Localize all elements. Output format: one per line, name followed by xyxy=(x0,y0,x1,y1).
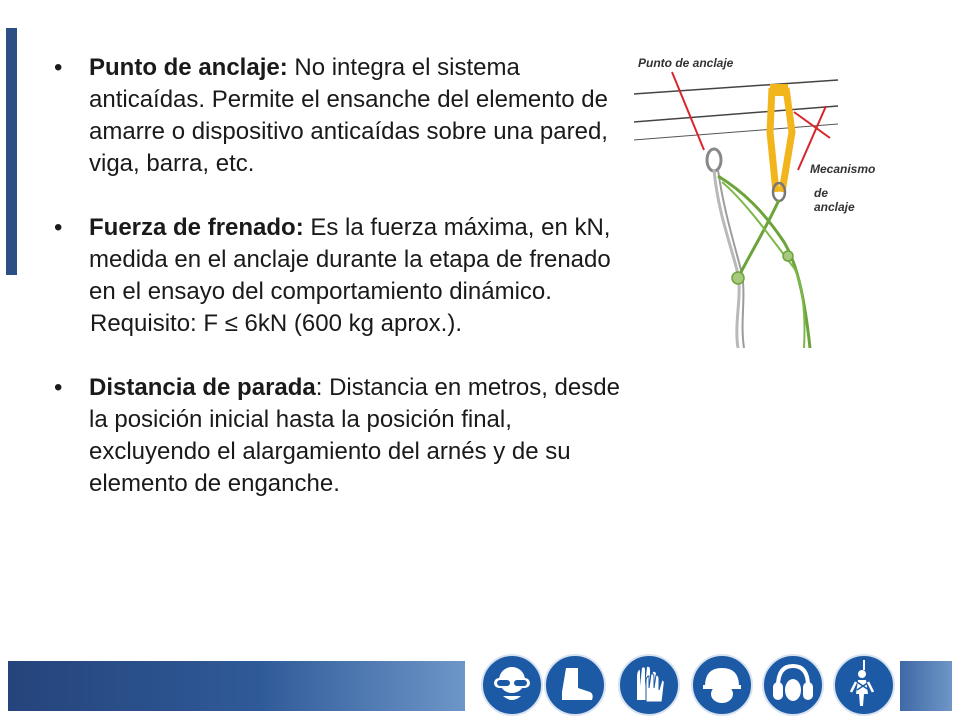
definition-stopping-distance: : Distancia en metros, desde la posición inicial hasta la posición final, excluyendo el alargamiento del arnés y de su elemento de enganche. xyxy=(89,374,620,497)
bullet-braking-force xyxy=(52,212,622,308)
bullet-symbol: • xyxy=(54,214,63,241)
anchor-illustration xyxy=(634,42,876,352)
harness-icon xyxy=(833,654,895,716)
gloves-icon xyxy=(618,654,680,716)
goggles-icon xyxy=(481,654,543,716)
bullet-anchor-point xyxy=(52,52,622,180)
label-mechanism-line2: de anclaje xyxy=(814,186,855,214)
bullet-stopping-distance xyxy=(52,372,622,500)
left-accent-bar xyxy=(6,28,17,275)
slide-content xyxy=(52,52,622,500)
label-anchor-point: Punto de anclaje xyxy=(638,56,734,70)
label-mechanism-line1: Mecanismo xyxy=(810,162,876,176)
definition-anchor-point: No integra el sistema anticaídas. Permite el ensanche del elemento de amarre o dispositivo anticaídas sobre una pared, viga, barra, etc. xyxy=(89,54,608,177)
boot-icon xyxy=(544,654,606,716)
ear-protection-icon xyxy=(762,654,824,716)
bullet-symbol: • xyxy=(54,54,63,81)
bullet-symbol: • xyxy=(54,374,63,401)
requirement-text: Requisito: F ≤ 6kN (600 kg aprox.). xyxy=(90,310,462,337)
safety-icons-row xyxy=(0,654,960,718)
term-anchor-point: Punto de anclaje: xyxy=(89,54,288,81)
term-braking-force: Fuerza de frenado: xyxy=(89,214,304,241)
helmet-icon xyxy=(691,654,753,716)
definition-braking-force: Es la fuerza máxima, en kN, medida en el anclaje durante la etapa de frenado en el ensayo del comportamiento dinámico. xyxy=(89,214,611,305)
term-stopping-distance: Distancia de parada xyxy=(89,374,316,401)
